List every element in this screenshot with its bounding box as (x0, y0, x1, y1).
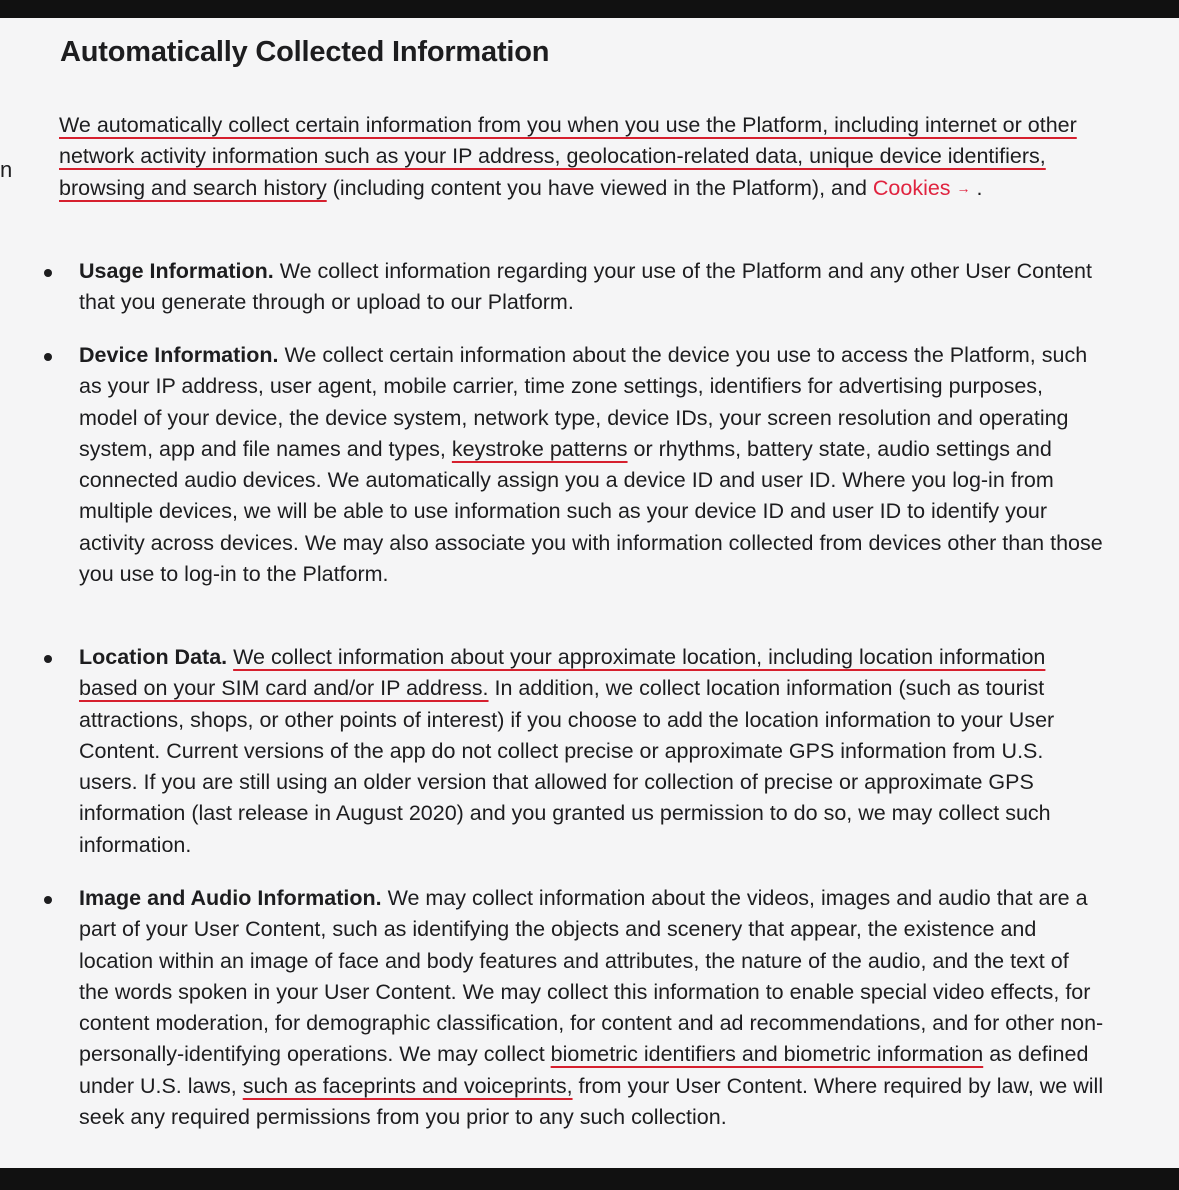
bullet-dot (44, 896, 52, 904)
bullet-dot (44, 655, 52, 663)
section-heading: Automatically Collected Information (60, 36, 550, 68)
bullet-dot (44, 353, 52, 361)
bullet-underlined-text: keystroke patterns (451, 436, 628, 461)
intro-underlined-text: We automatically collect certain information from you when you use the Platform, including internet or other network activity information such as your IP address, geolocation-related data, unique device identifiers, browsing and search history (59, 113, 1077, 200)
bullet-dot (44, 269, 52, 277)
cookies-link[interactable]: Cookies (872, 175, 951, 200)
bullet-underlined-text: biometric identifiers and biometric information (550, 1042, 984, 1067)
bullet-body: as defined under U.S. laws, (79, 1042, 1089, 1098)
bullet-body: We collect certain information about the device you use to access the Platform, such as your IP address, user agent, mobile carrier, time zone settings, identifiers for advertising purposes, model of your device, the device system, network type, device IDs, your screen resolution and operating system, app and file names and types, (79, 343, 1088, 461)
bullet-text (79, 642, 1104, 861)
bullet-text (79, 883, 1104, 1133)
bullet-body: We may collect information about the videos, images and audio that are a part of your User Content, such as identifying the objects and scenery that appear, the existence and location within an image of face and body features and attributes, the nature of the audio, and the text of the words spoken in your User Content. We may collect this information to enable special video effects, for content moderation, for demographic classification, for content and ad recommendations, and for other non-personally-identifying operations. We may collect (79, 886, 1104, 1067)
cropped-text-fragment: n (0, 157, 13, 182)
bullet-label: Location Data. (79, 645, 228, 669)
bullet-body: We collect information regarding your use of the Platform and any other User Content that you generate through or upload to our Platform. (79, 259, 1092, 315)
bullet-underlined-text: such as faceprints and voiceprints, (242, 1073, 573, 1098)
bullet-text (79, 340, 1104, 590)
bullet-body: In addition, we collect location information (such as tourist attractions, shops, or other points of interest) if you choose to add the location information to your User Content. Current versions of the app do not collect precise or approximate GPS information from U.S. users. If you are still using an older version that allowed for collection of precise or approximate GPS information (last release in August 2020) and you granted us permission to do so, we may collect such information. (79, 676, 1055, 857)
document-page (0, 18, 1179, 1168)
bullet-text (79, 256, 1104, 319)
intro-end: . (970, 175, 983, 200)
bullet-label: Usage Information. (79, 259, 274, 283)
intro-text: (including content you have viewed in the Platform), and (326, 175, 873, 200)
arrow-right-icon: → (956, 179, 971, 196)
bullet-label: Image and Audio Information. (79, 886, 382, 910)
intro-paragraph (59, 110, 1119, 204)
bullet-label: Device Information. (79, 343, 279, 367)
bullet-body: from your User Content. Where required by law, we will seek any required permissions from you prior to any such collection. (79, 1073, 1104, 1130)
bullet-underlined-text: We collect information about your approximate location, including location information based on your SIM card and/or IP address. (79, 645, 1046, 701)
bullet-body: or rhythms, battery state, audio settings and connected audio devices. We automatically assign you a device ID and user ID. Where you log-in from multiple devices, we will be able to use information such as your device ID and user ID to identify your activity across devices. We may also associate you with information collected from devices other than those you use to log-in to the Platform. (79, 436, 1103, 587)
